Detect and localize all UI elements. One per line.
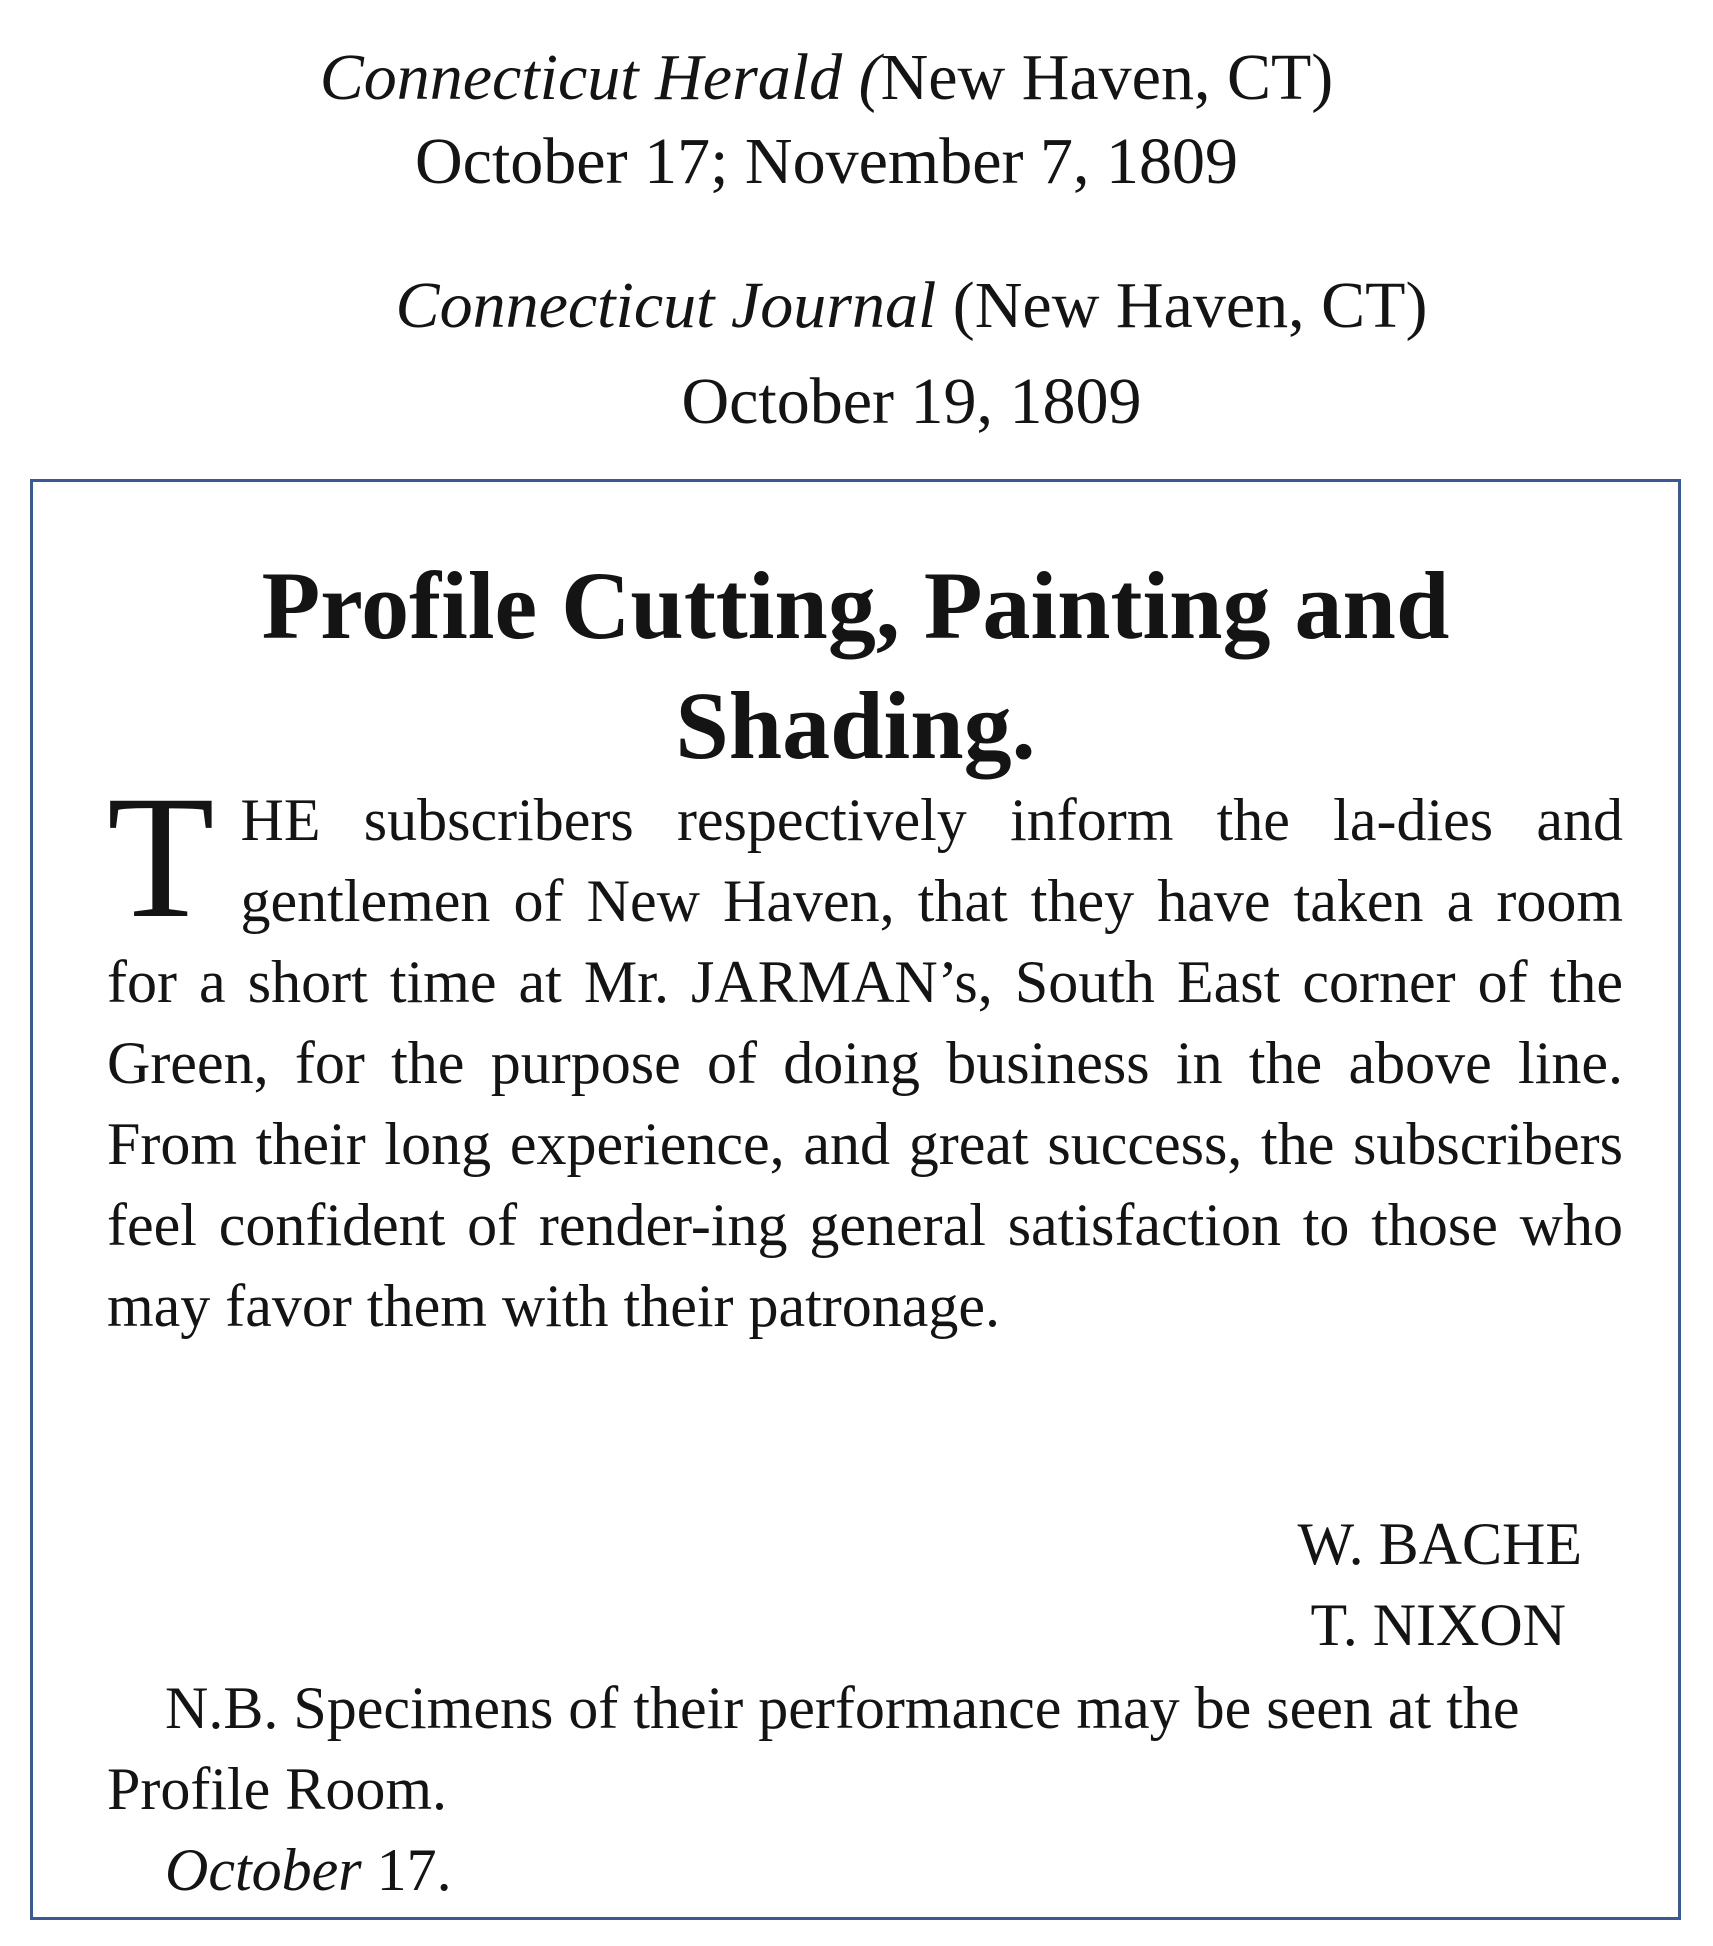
herald-citation <box>0 36 1713 120</box>
advertisement-headline: Profile Cutting, Painting and Shading. <box>261 552 1450 779</box>
journal-location: (New Haven, CT) <box>936 269 1428 342</box>
nota-bene: N.B. Specimens of their performance may be seen at the Profile Room. <box>107 1675 1520 1822</box>
herald-location: New Haven, CT) <box>880 41 1334 114</box>
advertisement-body-text: HE subscribers respectively inform the la-dies and gentlemen of New Haven, that they have taken a room for a short time at Mr. JARMAN’s, South East corner of the Green, for the purpose of doing business in the above line. From their long experience, and great success, the subscribers feel confident of render-ing general satisfaction to those who may favor them with their patronage. <box>107 787 1623 1339</box>
herald-dates: October 17; November 7, 1809 <box>415 125 1238 198</box>
signature-nixon: T. NIXON <box>1310 1592 1566 1658</box>
herald-publication: Connecticut Herald ( <box>319 41 881 114</box>
journal-citation <box>0 264 1713 348</box>
signature-block <box>1298 1504 1582 1666</box>
dateline-month: October <box>165 1837 362 1903</box>
journal-dates: October 19, 1809 <box>681 365 1142 438</box>
drop-cap-letter: T <box>107 760 215 955</box>
signature-bache: W. BACHE <box>1297 1511 1582 1577</box>
journal-publication: Connecticut Journal <box>395 269 937 342</box>
dateline-day: 17. <box>361 1837 452 1903</box>
dateline <box>165 1830 452 1911</box>
advertisement-body <box>107 760 1623 1347</box>
advertisement-box <box>30 479 1681 1920</box>
